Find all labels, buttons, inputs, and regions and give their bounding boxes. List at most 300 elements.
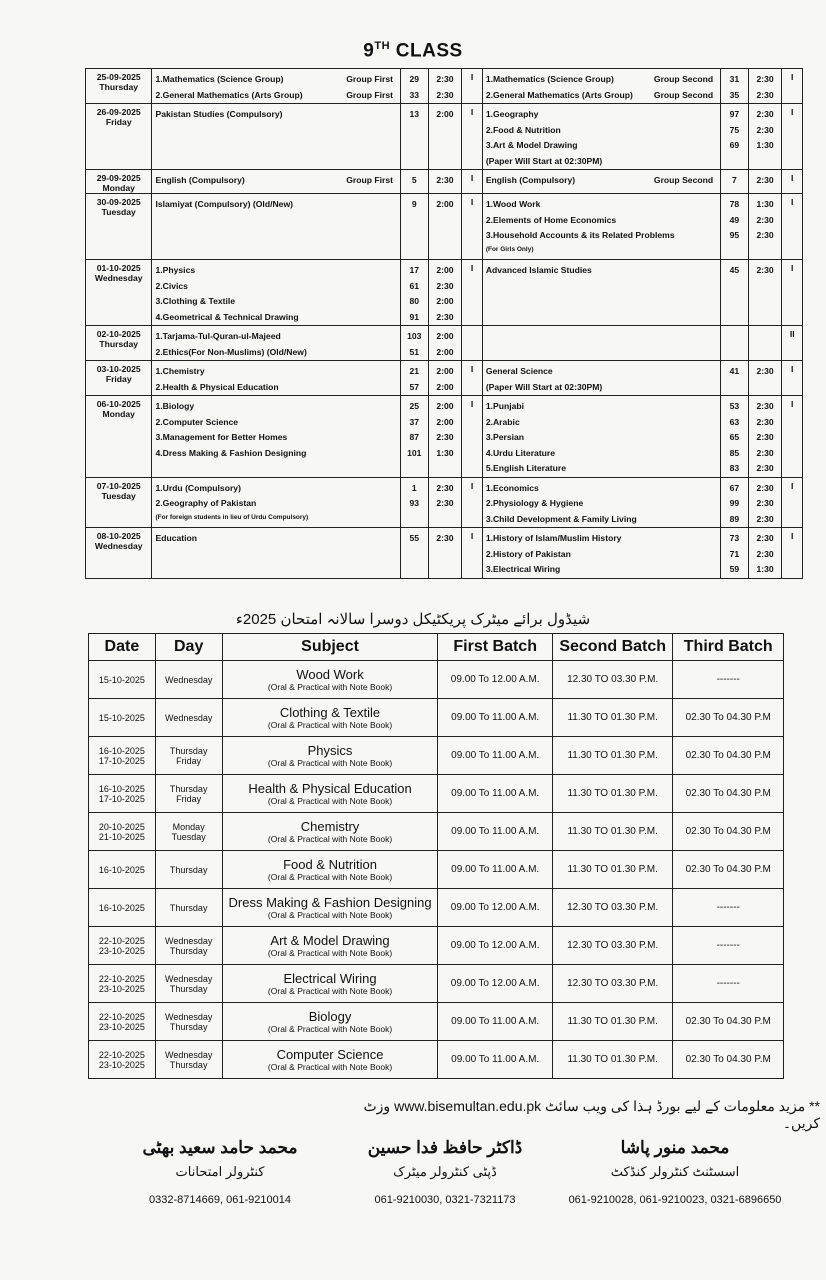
- paper-code: [724, 244, 745, 256]
- right-group-cell: [782, 194, 803, 260]
- subject-line: [486, 310, 717, 326]
- subject-name: 4.Dress Making & Fashion Designing: [155, 447, 307, 458]
- paper-code: 41: [729, 366, 740, 376]
- subject-name: 1.Urdu (Compulsory): [155, 482, 241, 493]
- subject-name: 2.Elements of Home Economics: [485, 214, 617, 225]
- right-group-cell: [782, 104, 803, 170]
- theory-row: [86, 194, 803, 260]
- practical-subject-cell: [222, 661, 438, 699]
- practical-day-cell: [155, 775, 222, 813]
- practical-day: Tuesday: [171, 831, 206, 842]
- group-marker: II: [789, 329, 795, 339]
- exam-date: 30-09-2025: [96, 197, 141, 207]
- practical-subject: Physics: [307, 743, 353, 758]
- practical-day: Wednesday: [165, 973, 213, 984]
- paper-code: [404, 228, 425, 244]
- paper-time: 2:00: [436, 265, 454, 275]
- left-subjects-cell: [152, 528, 401, 579]
- practical-note: (Oral & Practical with Note Book): [267, 986, 393, 996]
- subject-line: [486, 461, 717, 477]
- subject-line: [486, 213, 717, 229]
- paper-time: [432, 154, 459, 170]
- paper-time: 2:30: [756, 265, 774, 275]
- subject-name: Islamiyat (Compulsory) (Old/New): [155, 199, 293, 209]
- practical-subject: Art & Model Drawing: [270, 933, 390, 948]
- paper-time: 2:30: [756, 175, 774, 185]
- signature-controller: [120, 1138, 320, 1206]
- third-batch-cell: 02.30 To 04.30 P.M: [673, 737, 784, 775]
- right-subjects-cell: [482, 104, 720, 170]
- paper-time: 1:30: [756, 199, 774, 209]
- subject-line: [155, 399, 397, 415]
- right-codes-cell: [721, 326, 749, 361]
- practical-date-cell: [89, 661, 156, 699]
- practical-date: 20-10-2025: [98, 821, 145, 832]
- date-cell: [86, 477, 152, 528]
- third-batch-cell: 02.30 To 04.30 P.M: [673, 851, 784, 889]
- paper-time: 2:30: [436, 533, 454, 543]
- subject-line: [486, 263, 717, 279]
- paper-code: 80: [409, 296, 420, 306]
- practical-subject-cell: [222, 927, 438, 965]
- paper-code: 17: [409, 265, 420, 275]
- practical-date-cell: [89, 813, 156, 851]
- group-name: Group Second: [653, 89, 714, 100]
- group-marker: I: [470, 399, 474, 409]
- paper-time: [432, 138, 459, 154]
- subject-name: 2.General Mathematics (Arts Group): [155, 89, 303, 100]
- group-marker: I: [470, 72, 474, 82]
- left-times-cell: [428, 69, 462, 104]
- group-marker: I: [791, 531, 794, 541]
- practical-date: 16-10-2025: [98, 745, 145, 756]
- first-batch-cell: 09.00 To 11.00 A.M.: [438, 1003, 552, 1041]
- subject-name: 1.Tarjama-Tul-Quran-ul-Majeed: [155, 331, 281, 341]
- right-codes-cell: [721, 477, 749, 528]
- paper-time: 2:00: [436, 296, 454, 306]
- left-times-cell: [428, 104, 462, 170]
- title-number: 9: [363, 40, 375, 62]
- practical-subject: Dress Making & Fashion Designing: [228, 895, 432, 910]
- right-codes-cell: [721, 361, 749, 396]
- signatory-phones: 061-9210030, 0321-7321173: [374, 1194, 516, 1206]
- subject-name: 2.Arabic: [485, 416, 520, 427]
- subject-line: [155, 512, 397, 524]
- practical-subject-cell: [222, 699, 438, 737]
- theory-date-sheet-table: [85, 68, 803, 579]
- left-subjects-cell: [152, 69, 401, 104]
- practical-row: [89, 1041, 784, 1079]
- paper-code: 45: [729, 265, 740, 275]
- paper-time: 2:30: [756, 447, 774, 458]
- subject-line: [155, 461, 397, 477]
- subject-name: 2.Geography of Pakistan: [155, 498, 257, 508]
- practical-date-cell: [89, 737, 156, 775]
- practical-subject-cell: [222, 851, 438, 889]
- right-subjects-cell: [482, 170, 720, 194]
- paper-time: 2:30: [436, 74, 454, 84]
- subject-name: English (Compulsory): [485, 175, 576, 185]
- group-marker: I: [791, 107, 794, 117]
- theory-row: [86, 361, 803, 396]
- subject-line: [155, 415, 397, 431]
- date-cell: [86, 170, 152, 194]
- practical-day: Thursday: [169, 864, 208, 875]
- second-batch-cell: 12.30 TO 03.30 P.M.: [552, 965, 673, 1003]
- subject-line: [486, 547, 717, 563]
- third-batch-cell: 02.30 To 04.30 P.M: [673, 1041, 784, 1079]
- right-times-cell: [748, 69, 782, 104]
- left-codes-cell: [401, 104, 429, 170]
- right-subjects-cell: [482, 260, 720, 326]
- first-batch-cell: 09.00 To 12.00 A.M.: [438, 927, 552, 965]
- practical-note: (Oral & Practical with Note Book): [267, 720, 393, 730]
- paper-code: 99: [729, 498, 740, 508]
- subject-line: [486, 345, 717, 361]
- practical-date: 23-10-2025: [98, 1059, 145, 1070]
- practical-subject: Biology: [308, 1009, 352, 1024]
- practical-note: (Oral & Practical with Note Book): [267, 1024, 393, 1034]
- subject-line: [155, 228, 397, 244]
- paper-code: 69: [729, 140, 740, 150]
- exam-date: 26-09-2025: [96, 107, 141, 117]
- right-codes-cell: [721, 170, 749, 194]
- practical-subject-cell: [222, 1041, 438, 1079]
- paper-time: 1:30: [436, 447, 454, 458]
- practical-subject: Chemistry: [300, 819, 360, 834]
- group-marker: I: [470, 197, 474, 207]
- practical-day-cell: [155, 1041, 222, 1079]
- paper-time: [432, 213, 459, 229]
- practical-date-cell: [89, 1041, 156, 1079]
- subject-name: 1.Economics: [485, 482, 539, 493]
- practical-note: (Oral & Practical with Note Book): [267, 682, 393, 692]
- subject-name: 1.Wood Work: [485, 199, 541, 209]
- paper-time: 2:00: [436, 416, 454, 427]
- right-subjects-cell: [482, 194, 720, 260]
- paper-time: [752, 329, 779, 345]
- group-marker: I: [791, 480, 794, 491]
- paper-time: [432, 461, 459, 477]
- practical-subject: Clothing & Textile: [279, 705, 381, 720]
- paper-time: 2:30: [436, 432, 454, 442]
- signature-assistant-controller: [565, 1138, 785, 1206]
- paper-code: [404, 547, 425, 563]
- first-batch-cell: 09.00 To 12.00 A.M.: [438, 889, 552, 927]
- right-codes-cell: [721, 528, 749, 579]
- paper-code: [724, 345, 745, 361]
- group-marker: I: [470, 173, 474, 183]
- paper-time: 2:00: [436, 366, 454, 376]
- practical-day: Friday: [176, 793, 202, 804]
- paper-code: 29: [409, 74, 420, 84]
- paper-code: 51: [409, 346, 420, 357]
- third-batch-cell: -------: [673, 927, 784, 965]
- paper-time: 1:30: [756, 564, 774, 574]
- signatory-phones: 061-9210028, 061-9210023, 0321-6896650: [568, 1194, 782, 1206]
- date-cell: [86, 104, 152, 170]
- practical-date: 15-10-2025: [98, 712, 145, 723]
- paper-time: 2:30: [756, 463, 774, 473]
- paper-time: 2:30: [756, 124, 774, 135]
- practical-date-cell: [89, 889, 156, 927]
- paper-time: 2:30: [436, 280, 454, 291]
- paper-time: 2:30: [756, 432, 774, 442]
- first-batch-cell: 09.00 To 11.00 A.M.: [438, 737, 552, 775]
- paper-code: 55: [409, 533, 420, 543]
- practical-note: (Oral & Practical with Note Book): [267, 834, 393, 844]
- first-batch-cell: 09.00 To 12.00 A.M.: [438, 965, 552, 1003]
- practical-subject-cell: [222, 889, 438, 927]
- third-batch-cell: -------: [673, 889, 784, 927]
- subject-name: 1.Mathematics (Science Group): [485, 74, 614, 84]
- paper-time: [432, 244, 459, 260]
- practical-row: [89, 737, 784, 775]
- left-codes-cell: [401, 326, 429, 361]
- subject-name: Education: [155, 533, 198, 543]
- right-group-cell: [782, 396, 803, 478]
- date-cell: [86, 69, 152, 104]
- right-group-cell: [782, 477, 803, 528]
- subject-line: [155, 531, 397, 547]
- paper-code: [404, 512, 425, 524]
- practical-row: [89, 775, 784, 813]
- paper-code: 57: [409, 381, 420, 392]
- paper-code: [404, 562, 425, 578]
- subject-name: 4.Geometrical & Technical Drawing: [155, 311, 299, 322]
- col-third-batch-header: Third Batch: [673, 634, 784, 661]
- subject-name: 2.Food & Nutrition: [485, 124, 561, 135]
- paper-time: 2:30: [436, 175, 454, 185]
- paper-code: 31: [729, 74, 740, 84]
- theory-row: [86, 69, 803, 104]
- left-codes-cell: [401, 396, 429, 478]
- practical-note: (Oral & Practical with Note Book): [267, 910, 393, 920]
- paper-code: 35: [729, 89, 740, 100]
- paper-code: 21: [409, 366, 420, 376]
- exam-day: Thursday: [99, 82, 139, 92]
- exam-day: Tuesday: [101, 490, 136, 501]
- subject-line: [155, 88, 397, 104]
- subject-line: [155, 279, 397, 295]
- right-subjects-cell: [482, 396, 720, 478]
- subject-line: [155, 310, 397, 326]
- group-marker: I: [791, 173, 794, 183]
- paper-code: 83: [729, 463, 740, 473]
- paper-time: 2:00: [436, 109, 454, 119]
- subject-name: 1.History of Islam/Muslim History: [485, 533, 622, 543]
- practical-row: [89, 889, 784, 927]
- right-times-cell: [748, 477, 782, 528]
- signature-deputy-controller: [355, 1138, 535, 1206]
- second-batch-cell: 11.30 TO 01.30 P.M.: [552, 1041, 673, 1079]
- signatory-designation: کنٹرولر امتحانات: [175, 1164, 265, 1179]
- subject-line: [486, 364, 717, 380]
- practical-day: Thursday: [169, 745, 208, 756]
- subject-line: [486, 496, 717, 512]
- theory-row: [86, 104, 803, 170]
- exam-date: 02-10-2025: [96, 329, 141, 339]
- col-first-batch-header: First Batch: [438, 634, 552, 661]
- practical-day: Wednesday: [165, 712, 213, 723]
- left-times-cell: [428, 194, 462, 260]
- subject-name: Advanced Islamic Studies: [485, 265, 592, 275]
- practical-date: 23-10-2025: [98, 945, 145, 956]
- practical-note: (Oral & Practical with Note Book): [267, 1062, 393, 1072]
- subject-line: [155, 345, 397, 361]
- paper-time: 2:30: [436, 89, 454, 100]
- practical-note: (Oral & Practical with Note Book): [267, 948, 393, 958]
- group-marker: I: [791, 72, 794, 82]
- paper-code: 101: [407, 447, 422, 458]
- left-codes-cell: [401, 260, 429, 326]
- practical-date-cell: [89, 775, 156, 813]
- practical-date: 23-10-2025: [98, 1021, 145, 1032]
- subject-name: 2.General Mathematics (Arts Group): [485, 89, 633, 100]
- subject-line: [155, 123, 397, 139]
- group-marker: I: [791, 197, 794, 207]
- practical-day-cell: [155, 889, 222, 927]
- subject-name: 3.Electrical Wiring: [485, 564, 561, 574]
- subject-line: [155, 329, 397, 345]
- right-subjects-cell: [482, 477, 720, 528]
- exam-day: Thursday: [99, 339, 139, 349]
- exam-day: Tuesday: [101, 207, 136, 217]
- subject-name: 4.Urdu Literature: [485, 447, 556, 458]
- practical-subject: Computer Science: [276, 1047, 384, 1062]
- paper-code: 87: [409, 432, 420, 442]
- practical-day: Thursday: [169, 983, 208, 994]
- paper-code: [404, 244, 425, 260]
- left-times-cell: [428, 361, 462, 396]
- third-batch-cell: 02.30 To 04.30 P.M: [673, 775, 784, 813]
- subject-line: [486, 415, 717, 431]
- left-group-cell: [462, 361, 482, 396]
- paper-code: [404, 461, 425, 477]
- subject-name: (For foreign students in lieu of Urdu Compulsory): [155, 513, 309, 521]
- paper-time: [432, 562, 459, 578]
- practical-date-cell: [89, 851, 156, 889]
- paper-code: [724, 380, 745, 396]
- practical-date: 22-10-2025: [98, 935, 145, 946]
- left-times-cell: [428, 396, 462, 478]
- practical-row: [89, 813, 784, 851]
- third-batch-cell: 02.30 To 04.30 P.M: [673, 1003, 784, 1041]
- paper-code: [724, 329, 745, 345]
- date-cell: [86, 528, 152, 579]
- subject-line: [486, 512, 717, 528]
- subject-line: [486, 244, 717, 256]
- practical-subject: Electrical Wiring: [283, 971, 377, 986]
- subject-name: General Science: [485, 366, 553, 376]
- subject-line: [486, 531, 717, 547]
- practical-day-cell: [155, 1003, 222, 1041]
- subject-name: 3.Management for Better Homes: [155, 432, 288, 442]
- right-group-cell: [782, 69, 803, 104]
- subject-name: 3.Persian: [485, 432, 525, 442]
- paper-code: 61: [409, 280, 420, 291]
- date-cell: [86, 194, 152, 260]
- paper-time: 2:30: [756, 214, 774, 225]
- paper-code: 93: [409, 498, 420, 508]
- right-codes-cell: [721, 194, 749, 260]
- subject-line: [486, 329, 717, 345]
- paper-time: 2:30: [756, 74, 774, 84]
- website-note: ** مزید معلومات کے لیے بورڈ ہذا کی ویب سائٹ www.bisemultan.edu.pk وزٹ کریں۔: [363, 1098, 820, 1131]
- practical-subject-cell: [222, 1003, 438, 1041]
- paper-time: [752, 244, 779, 256]
- practical-day: Thursday: [169, 945, 208, 956]
- subject-line: [486, 197, 717, 213]
- subject-line: [155, 496, 397, 512]
- practical-note: (Oral & Practical with Note Book): [267, 872, 393, 882]
- first-batch-cell: 09.00 To 11.00 A.M.: [438, 699, 552, 737]
- second-batch-cell: 12.30 TO 03.30 P.M.: [552, 927, 673, 965]
- subject-line: [486, 138, 717, 154]
- practical-day: Wednesday: [165, 935, 213, 946]
- theory-row: [86, 477, 803, 528]
- date-cell: [86, 361, 152, 396]
- practical-subject-cell: [222, 737, 438, 775]
- practical-day-cell: [155, 965, 222, 1003]
- paper-time: 2:30: [756, 230, 774, 240]
- left-group-cell: [462, 477, 482, 528]
- right-group-cell: [782, 528, 803, 579]
- right-subjects-cell: [482, 326, 720, 361]
- practical-date-cell: [89, 1003, 156, 1041]
- right-subjects-cell: [482, 361, 720, 396]
- third-batch-cell: 02.30 To 04.30 P.M: [673, 699, 784, 737]
- col-day-header: Day: [155, 634, 222, 661]
- paper-time: 2:30: [436, 482, 454, 493]
- paper-code: 95: [729, 230, 740, 240]
- right-group-cell: [782, 361, 803, 396]
- signatory-name: محمد حامد سعید بھٹی: [142, 1138, 298, 1157]
- second-batch-cell: 11.30 TO 01.30 P.M.: [552, 813, 673, 851]
- left-codes-cell: [401, 361, 429, 396]
- practical-header-row: [89, 634, 784, 661]
- group-name: Group First: [346, 74, 393, 84]
- subject-line: [486, 107, 717, 123]
- practical-day-cell: [155, 927, 222, 965]
- left-subjects-cell: [152, 104, 401, 170]
- first-batch-cell: 09.00 To 12.00 A.M.: [438, 661, 552, 699]
- signatory-name: ڈاکٹر حافظ فدا حسین: [367, 1138, 523, 1157]
- second-batch-cell: 11.30 TO 01.30 P.M.: [552, 1003, 673, 1041]
- practical-day: Thursday: [169, 1059, 208, 1070]
- group-name: Group First: [346, 89, 393, 100]
- practical-date: 21-10-2025: [98, 831, 145, 842]
- right-subjects-cell: [482, 528, 720, 579]
- practical-row: [89, 1003, 784, 1041]
- right-times-cell: [748, 528, 782, 579]
- paper-time: [752, 279, 779, 295]
- left-times-cell: [428, 477, 462, 528]
- paper-time: 2:00: [436, 401, 454, 411]
- right-group-cell: [782, 170, 803, 194]
- subject-line: [155, 107, 397, 123]
- left-group-cell: [462, 104, 482, 170]
- subject-name: 2.Health & Physical Education: [155, 381, 279, 392]
- left-times-cell: [428, 326, 462, 361]
- subject-line: [486, 294, 717, 310]
- right-times-cell: [748, 194, 782, 260]
- right-codes-cell: [721, 260, 749, 326]
- second-batch-cell: 11.30 TO 01.30 P.M.: [552, 851, 673, 889]
- practical-day: Thursday: [169, 902, 208, 913]
- left-codes-cell: [401, 69, 429, 104]
- practical-day-cell: [155, 851, 222, 889]
